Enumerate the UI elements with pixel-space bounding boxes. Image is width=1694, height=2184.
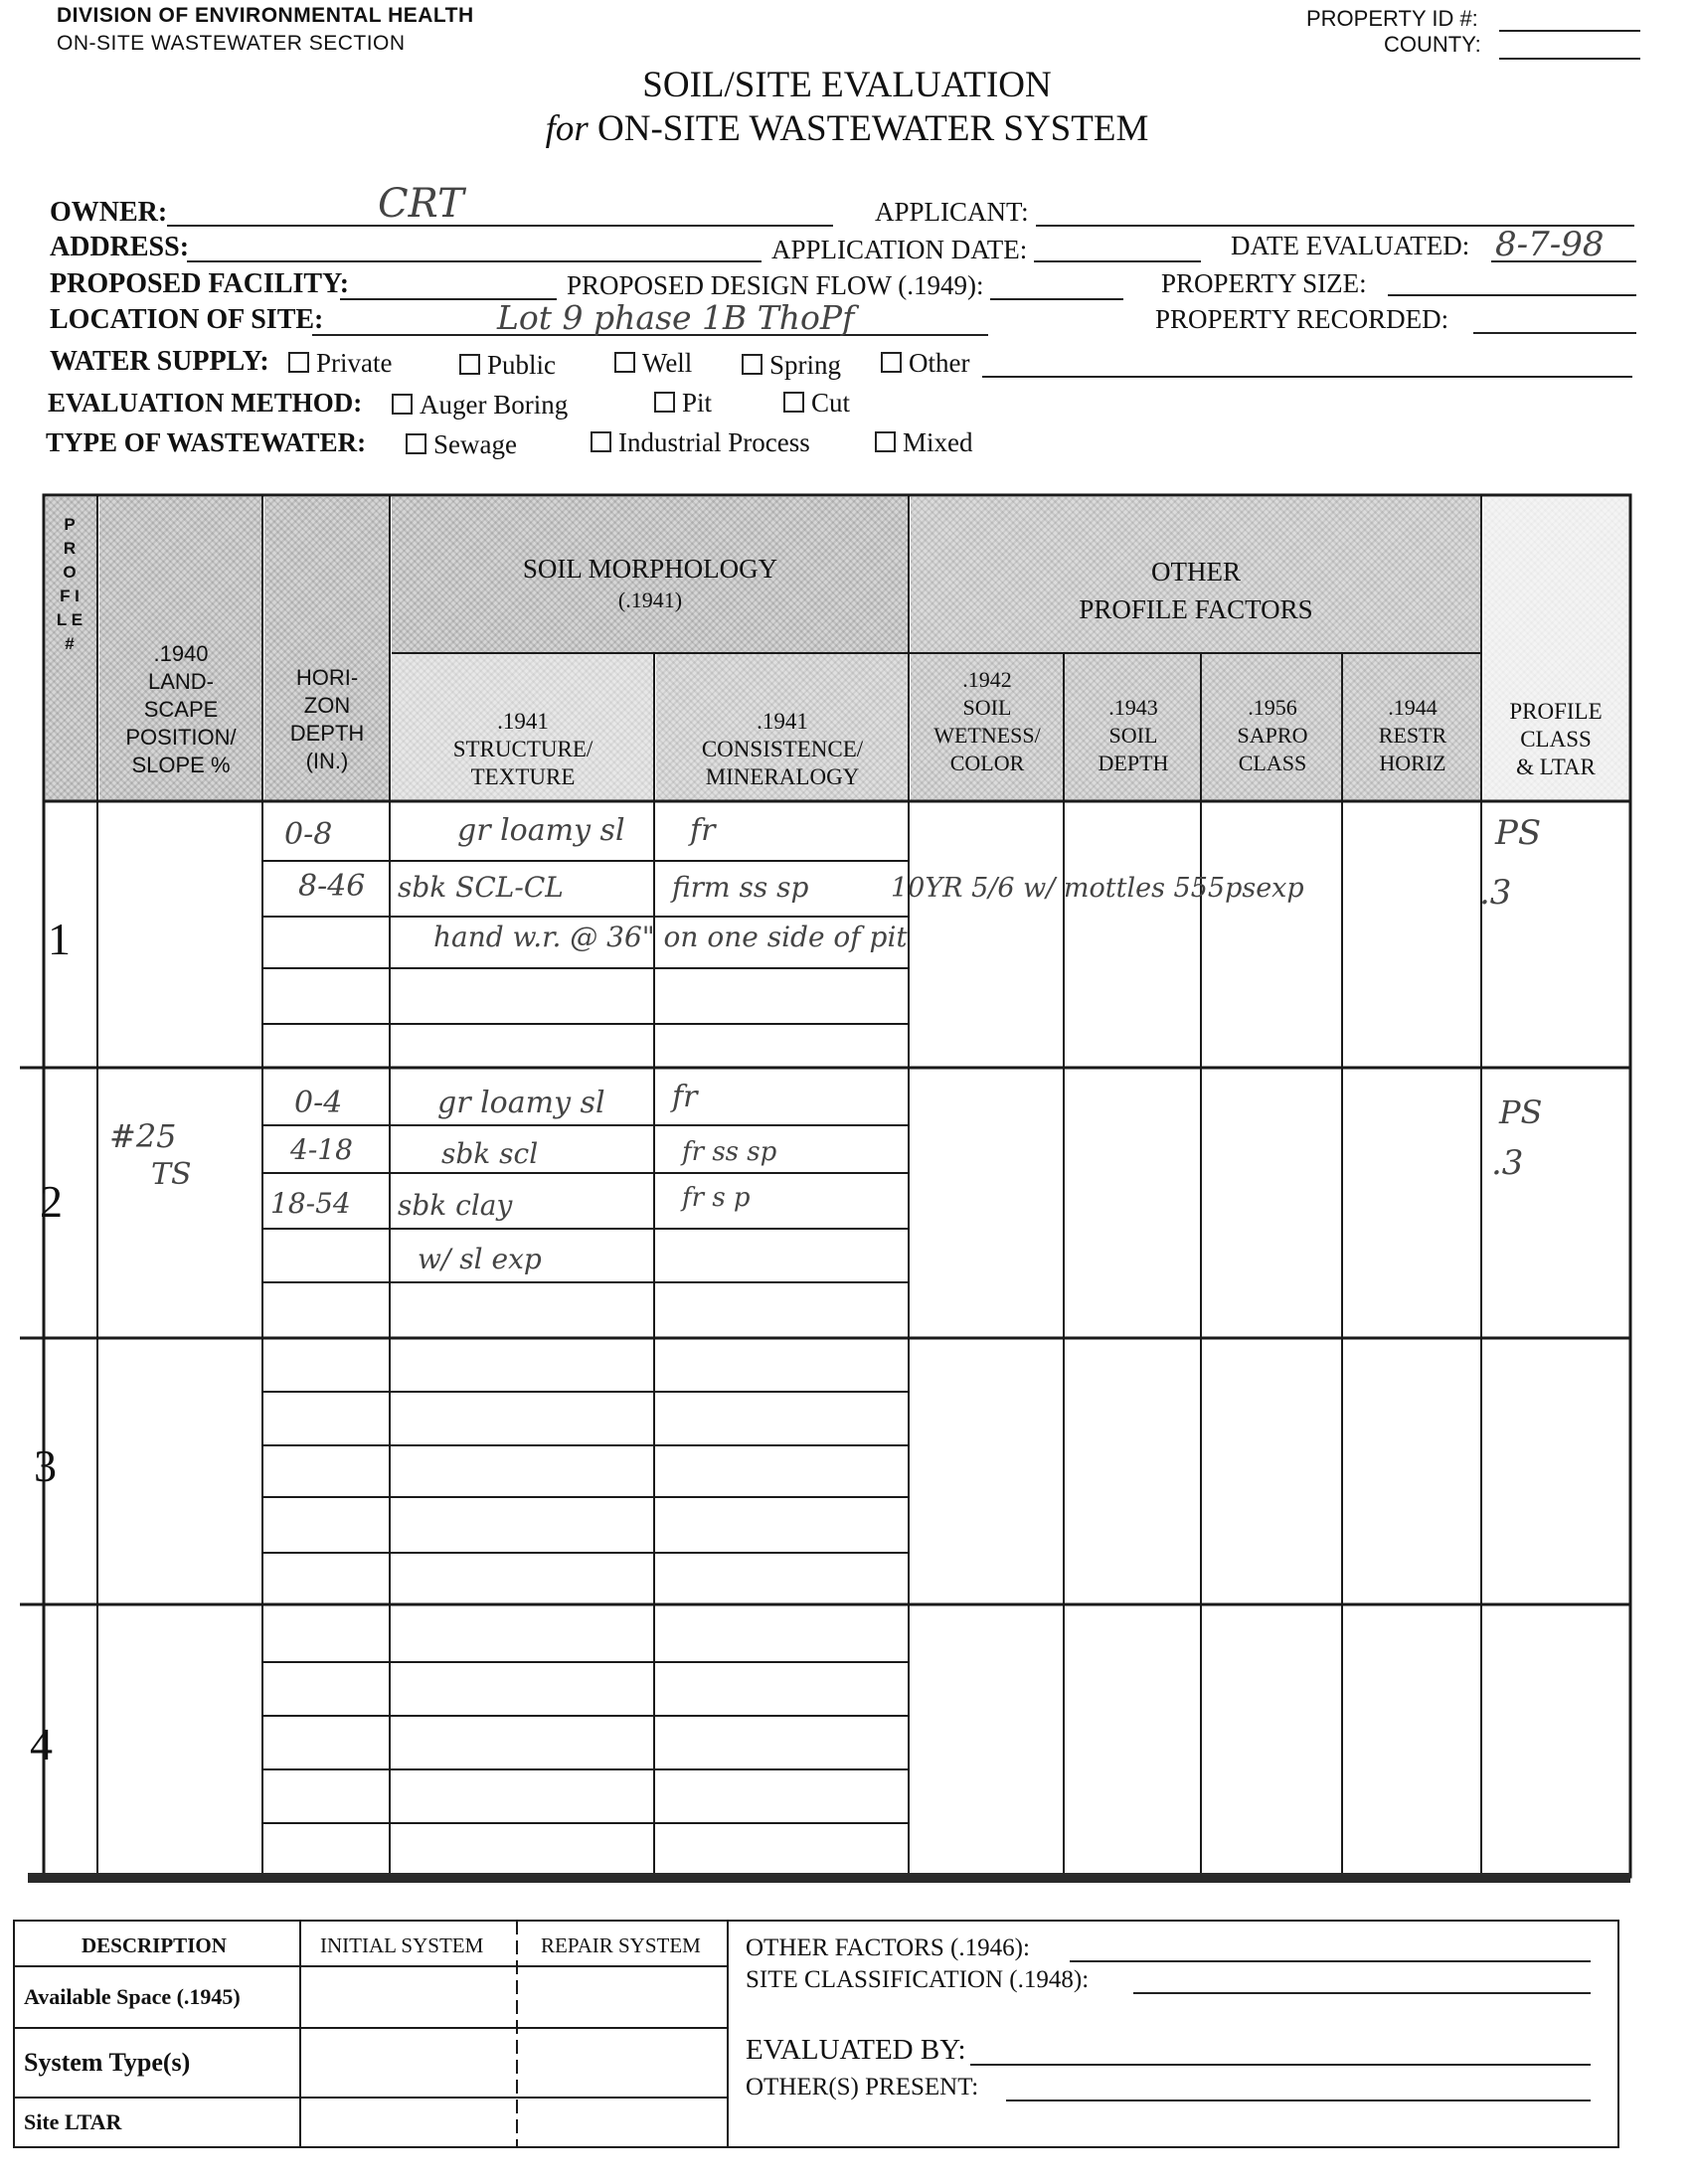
- restr-rule: .1944: [1388, 695, 1438, 720]
- p1-depth-1: 0-8: [284, 817, 333, 852]
- landscape-header-line: SCAPE: [143, 697, 219, 722]
- other-factors-label: OTHER FACTORS (.1946):: [746, 1934, 1030, 1961]
- option-label: Public: [487, 350, 557, 380]
- profile-number-header: P R O F I L E #: [56, 515, 84, 653]
- class-profile: PROFILE: [1509, 699, 1603, 724]
- location-value: Lot 9 phase 1B ThoPf: [497, 298, 855, 337]
- date-evaluated-value: 8-7-98: [1495, 225, 1605, 264]
- evaluation-method-label: EVALUATION METHOD:: [48, 388, 363, 418]
- p2-landscape-1: #25: [109, 1117, 177, 1155]
- applicant-label: APPLICANT:: [875, 197, 1029, 227]
- description-header: DESCRIPTION: [82, 1933, 227, 1957]
- wastewater-type-label: TYPE OF WASTEWATER:: [46, 427, 367, 457]
- consistence-label: CONSISTENCE/: [701, 737, 864, 761]
- option-label: Mixed: [903, 427, 973, 457]
- proposed-facility-label: PROPOSED FACILITY:: [50, 268, 350, 299]
- mineralogy-label: MINERALOGY: [705, 764, 860, 789]
- horizon-header-line: (IN.): [305, 749, 349, 773]
- p2-structure-1: gr loamy sl: [437, 1086, 605, 1120]
- wetness-soil: SOIL: [962, 695, 1012, 720]
- p1-note: hand w.r. @ 36" on one side of pit: [433, 921, 908, 953]
- class-label: CLASS: [1520, 727, 1592, 752]
- site-ltar-row: Site LTAR: [24, 2109, 122, 2134]
- profile-factors-title: PROFILE FACTORS: [1079, 594, 1313, 624]
- ltar-label: & LTAR: [1516, 755, 1596, 779]
- option-label: Well: [642, 348, 693, 378]
- form-title: SOIL/SITE EVALUATION: [642, 65, 1052, 105]
- subtitle-for: for: [545, 108, 589, 149]
- p1-class-1: PS: [1495, 813, 1542, 853]
- consistence-rule: .1941: [757, 709, 808, 734]
- p1-structure-1: gr loamy sl: [457, 813, 625, 848]
- p2-consistence-3: fr s p: [682, 1183, 751, 1213]
- application-date-label: APPLICATION DATE:: [771, 235, 1028, 264]
- profile-number-3: 3: [34, 1440, 57, 1491]
- site-classification-field[interactable]: [1133, 1992, 1591, 1994]
- p2-depth-1: 0-4: [294, 1086, 343, 1120]
- address-label: ADDRESS:: [50, 232, 190, 262]
- others-present-label: OTHER(S) PRESENT:: [746, 2074, 979, 2100]
- soil-morphology-rule: (.1941): [617, 588, 683, 612]
- p1-consistence-2: firm ss sp: [672, 871, 809, 904]
- landscape-header-line: .1940: [153, 641, 209, 666]
- p2-class-2: .3: [1491, 1143, 1524, 1183]
- sapro-class-label: CLASS: [1238, 751, 1307, 775]
- option-label: Pit: [682, 388, 713, 418]
- depth-rule: .1943: [1108, 695, 1158, 720]
- wetness-label: WETNESS/: [933, 723, 1041, 748]
- option-label: Industrial Process: [618, 427, 810, 457]
- property-id-label: PROPERTY ID #:: [1306, 6, 1478, 31]
- other-title: OTHER: [1151, 557, 1241, 587]
- available-space-row: Available Space (.1945): [24, 1984, 241, 2009]
- date-evaluated-label: DATE EVALUATED:: [1231, 231, 1470, 260]
- property-size-label: PROPERTY SIZE:: [1161, 268, 1367, 298]
- landscape-header-line: POSITION/: [125, 725, 237, 750]
- p2-depth-3: 18-54: [270, 1187, 351, 1220]
- water-supply-label: WATER SUPPLY:: [50, 346, 269, 377]
- other-factors-field[interactable]: [1070, 1960, 1591, 1962]
- landscape-header-line: SLOPE %: [131, 753, 231, 777]
- sapro-label: SAPRO: [1237, 723, 1308, 748]
- option-label: Auger Boring: [420, 390, 569, 420]
- depth-label: DEPTH: [1098, 751, 1169, 775]
- p1-structure-2: sbk SCL-CL: [398, 871, 564, 904]
- p1-class-2: .3: [1479, 873, 1512, 913]
- wetness-rule: .1942: [962, 667, 1012, 692]
- option-label: Sewage: [433, 429, 517, 459]
- landscape-header-line: LAND-: [147, 669, 214, 694]
- horiz-label: HORIZ: [1379, 751, 1446, 775]
- color-label: COLOR: [949, 751, 1025, 775]
- restr-label: RESTR: [1378, 723, 1447, 748]
- initial-system-header: INITIAL SYSTEM: [320, 1933, 484, 1957]
- repair-system-header: REPAIR SYSTEM: [541, 1933, 701, 1957]
- structure-label: STRUCTURE/: [452, 737, 593, 761]
- others-present-field[interactable]: [1006, 2100, 1591, 2101]
- p2-structure-4: w/ sl exp: [418, 1243, 542, 1275]
- design-flow-label: PROPOSED DESIGN FLOW (.1949):: [567, 270, 984, 300]
- sapro-rule: .1956: [1248, 695, 1297, 720]
- option-label: Other: [909, 348, 970, 378]
- structure-rule: .1941: [497, 709, 549, 734]
- p2-consistence-2: fr ss sp: [682, 1137, 777, 1167]
- texture-label: TEXTURE: [470, 764, 576, 789]
- p2-structure-3: sbk clay: [398, 1189, 513, 1222]
- system-type-row: System Type(s): [24, 2048, 191, 2077]
- option-label: Spring: [769, 350, 842, 380]
- subtitle-text: ON-SITE WASTEWATER SYSTEM: [597, 108, 1149, 149]
- profile-number-1: 1: [48, 914, 71, 964]
- horizon-header-line: ZON: [303, 693, 351, 718]
- property-recorded-label: PROPERTY RECORDED:: [1155, 304, 1449, 334]
- evaluated-by-field[interactable]: [970, 2064, 1591, 2066]
- p2-structure-2: sbk scl: [441, 1137, 539, 1170]
- location-label: LOCATION OF SITE:: [50, 304, 324, 335]
- profile-number-4: 4: [30, 1719, 53, 1769]
- county-label: COUNTY:: [1384, 32, 1481, 57]
- depth-soil: SOIL: [1108, 723, 1158, 748]
- horizon-header-line: HORI-: [295, 665, 359, 690]
- p2-landscape-2: TS: [151, 1157, 192, 1192]
- horizon-header-line: DEPTH: [289, 721, 365, 746]
- owner-value: CRT: [378, 181, 464, 227]
- section-heading: ON-SITE WASTEWATER SECTION: [57, 32, 406, 55]
- p2-consistence-1: fr: [672, 1080, 698, 1114]
- p2-depth-2: 4-18: [290, 1133, 353, 1166]
- option-label: Cut: [811, 388, 851, 418]
- p1-consistence-1: fr: [690, 813, 716, 848]
- site-classification-label: SITE CLASSIFICATION (.1948):: [746, 1966, 1090, 1993]
- p1-wetness: 10YR 5/6 w/ mottles 555psexp: [891, 873, 1304, 904]
- soil-morphology-title: SOIL MORPHOLOGY: [522, 554, 778, 584]
- profile-number-2: 2: [40, 1176, 63, 1227]
- p1-depth-2: 8-46: [298, 869, 366, 904]
- p2-class-1: PS: [1499, 1093, 1543, 1131]
- owner-label: OWNER:: [50, 197, 168, 228]
- division-heading: DIVISION OF ENVIRONMENTAL HEALTH: [57, 4, 474, 27]
- option-label: Private: [316, 348, 393, 378]
- evaluated-by-label: EVALUATED BY:: [746, 2034, 966, 2066]
